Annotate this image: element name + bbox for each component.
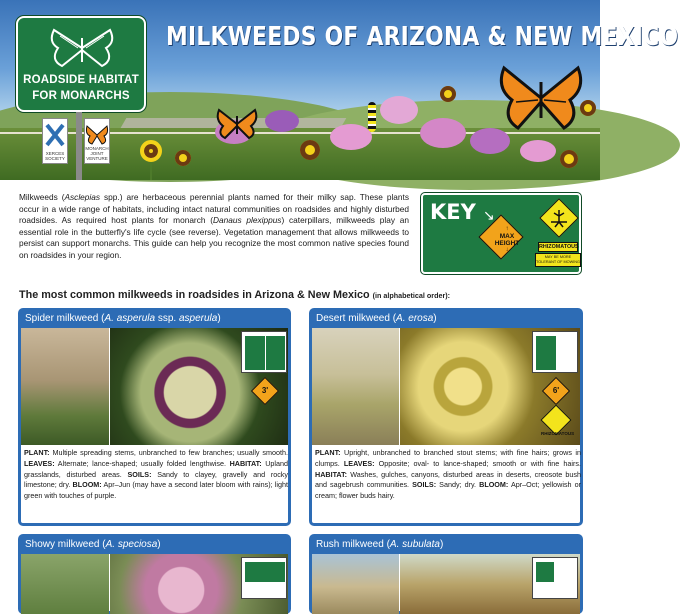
- intro-text: spp.) are herbaceous perennial plants named for their milky sap. These plants occur in a wide range of habitats, including intact natural communities on roadsides and highly disturbed roadsides. As required host plants for monarch (: [19, 192, 409, 226]
- card-title-close: ): [439, 539, 444, 550]
- species-description: [24, 448, 288, 502]
- desc-text: Upland grasslands, disturbed areas.: [24, 458, 289, 479]
- header-banner: [0, 0, 679, 180]
- caterpillar-icon: [368, 102, 376, 132]
- card-title-common: Rush milkweed (: [316, 539, 390, 550]
- sunflower-icon: [560, 150, 578, 168]
- sign-post: [76, 112, 82, 180]
- desc-label: SOILS:: [127, 469, 152, 479]
- sunflower-icon: [300, 140, 320, 160]
- monarch-caption: MONARCH JOINT VENTURE: [85, 146, 109, 161]
- milkweed-flower-cluster-icon: [380, 96, 418, 124]
- sunflower-icon: [440, 86, 456, 102]
- desc-text: Washes, gulches, canyons, disturbed areas in deserts, creosote bush and sagebrush communities.: [315, 469, 581, 490]
- species-card-showy-milkweed: [18, 534, 291, 614]
- milkweed-flower-cluster-icon: [520, 140, 556, 162]
- desc-text: Multiple spreading stems, unbranched to few branches; usually smooth.: [49, 448, 288, 457]
- section-heading-text: The most common milkweeds in roadsides in Arizona & New Mexico: [19, 289, 370, 301]
- card-title-close: ): [217, 313, 221, 324]
- sunflower-icon: [140, 140, 162, 162]
- desc-label: PLANT:: [24, 448, 50, 457]
- key-rhizomatous-note: MAY BE MORE TOLERANT OF MOWING: [535, 253, 581, 267]
- desc-label: HABITAT:: [315, 469, 348, 479]
- card-title: [21, 311, 288, 328]
- desc-text: Sandy to clayey, gravelly and rocky limestone; dry.: [24, 469, 288, 490]
- map-arizona: [536, 336, 556, 370]
- species-card-rush-milkweed: [309, 534, 583, 614]
- section-heading: [19, 289, 450, 301]
- key-panel: [421, 193, 581, 274]
- desc-text: Upright, unbranched to branched stout stems; with fine hairs; grows in clumps.: [315, 448, 581, 468]
- range-map: [241, 331, 287, 373]
- sign-line-1: ROADSIDE HABITAT: [23, 74, 139, 86]
- card-title-close: ): [157, 539, 161, 550]
- xerces-x-icon: [43, 122, 67, 148]
- range-map: [532, 331, 578, 373]
- plant-photo: [21, 554, 109, 614]
- arrow-down-right-icon: ↘: [483, 207, 495, 223]
- desc-label: SOILS:: [412, 480, 437, 490]
- desc-label: PLANT:: [315, 448, 341, 457]
- map-arizona: [536, 562, 554, 582]
- key-rhizomatous-label: RHIZOMATOUS: [539, 244, 579, 250]
- key-heading: KEY: [430, 200, 476, 224]
- desc-text: Apr–Jun (may have a second later bloom with rains); light green with touches of purple.: [24, 480, 288, 501]
- card-title-scientific: A. subulata: [389, 539, 440, 550]
- section-heading-sub: (in alphabetical order):: [372, 291, 451, 300]
- card-title-common: Showy milkweed (: [25, 539, 106, 550]
- map-arizona: [245, 336, 265, 370]
- height-value: 6': [552, 386, 560, 395]
- key-max-text: MAX: [499, 233, 515, 240]
- desc-text: Sandy; dry.: [436, 480, 477, 490]
- card-title-scientific: A. speciosa: [105, 539, 158, 550]
- monarch-joint-venture-logo: [84, 118, 110, 164]
- desc-label: BLOOM:: [72, 480, 102, 490]
- desc-text: Opposite; oval- to lance-shaped; smooth or with fine hairs.: [374, 458, 581, 468]
- desc-label: BLOOM:: [479, 480, 509, 490]
- key-height-text: HEIGHT: [494, 240, 520, 247]
- desc-label: LEAVES:: [343, 458, 375, 468]
- range-map: [532, 557, 578, 599]
- card-title: [312, 311, 580, 328]
- rhizomatous-label: RHIZOMATOUS: [541, 431, 575, 436]
- milkweed-flower-cluster-icon: [330, 124, 372, 150]
- intro-text: ) caterpillars, milkweeds play an essential role in the butterfly's life cycle (see reverse). Vegetation management that allows milkweeds to persist can support monarchs. This guide can help you recognize the most common native species found on roadsides in your region.: [19, 215, 409, 260]
- card-title: [21, 537, 288, 554]
- card-title-common: Desert milkweed (: [316, 313, 397, 324]
- butterfly-outline-icon: [48, 26, 116, 70]
- range-map: [241, 557, 287, 599]
- intro-paragraph: [19, 192, 409, 262]
- card-title-common: Spider milkweed (: [25, 313, 105, 324]
- card-title-scientific: A. erosa: [396, 313, 434, 324]
- intro-text: Milkweeds (: [19, 192, 65, 202]
- desc-label: LEAVES:: [24, 458, 55, 468]
- plant-photo: [312, 328, 399, 445]
- plant-photo: [21, 328, 109, 445]
- monarch-logo-icon: [85, 122, 109, 148]
- desc-text: Apr–Oct; yellowish or cream; flower buds hairy.: [315, 480, 582, 501]
- card-title: [312, 537, 580, 554]
- xerces-caption: XERCES SOCIETY: [45, 151, 65, 161]
- sign-line-2: FOR MONARCHS: [32, 90, 130, 102]
- sunflower-icon: [175, 150, 191, 166]
- plant-roots-icon: [549, 208, 569, 228]
- milkweed-flower-cluster-icon: [265, 110, 299, 132]
- roadside-habitat-sign: [16, 16, 146, 112]
- height-value: 3': [261, 386, 269, 395]
- desc-label: HABITAT:: [229, 458, 262, 468]
- page-title: MILKWEEDS OF ARIZONA & NEW MEXICO: [166, 22, 679, 52]
- milkweed-flower-cluster-icon: [420, 118, 466, 148]
- card-title-ssp: ssp.: [155, 313, 179, 324]
- map-new-mexico: [266, 336, 285, 370]
- monarch-butterfly-icon: [215, 106, 259, 142]
- plant-photo: [312, 554, 399, 614]
- intro-species: Danaus plexippus: [213, 215, 282, 226]
- species-card-spider-milkweed: [18, 308, 291, 526]
- card-title-close: ): [433, 313, 437, 324]
- monarch-butterfly-icon: [498, 62, 584, 134]
- max-height-label: ↑ MAX HEIGHT ↓: [486, 226, 528, 254]
- xerces-logo: [42, 118, 68, 164]
- intro-genus: Asclepias: [64, 192, 101, 202]
- card-title-scientific: A. asperula: [104, 313, 156, 324]
- card-title-scientific-2: asperula: [178, 313, 218, 324]
- species-card-desert-milkweed: [309, 308, 583, 526]
- species-description: [315, 448, 581, 502]
- map-range: [245, 562, 285, 582]
- desc-text: Alternate; lance-shaped; usually folded lengthwise.: [54, 458, 226, 468]
